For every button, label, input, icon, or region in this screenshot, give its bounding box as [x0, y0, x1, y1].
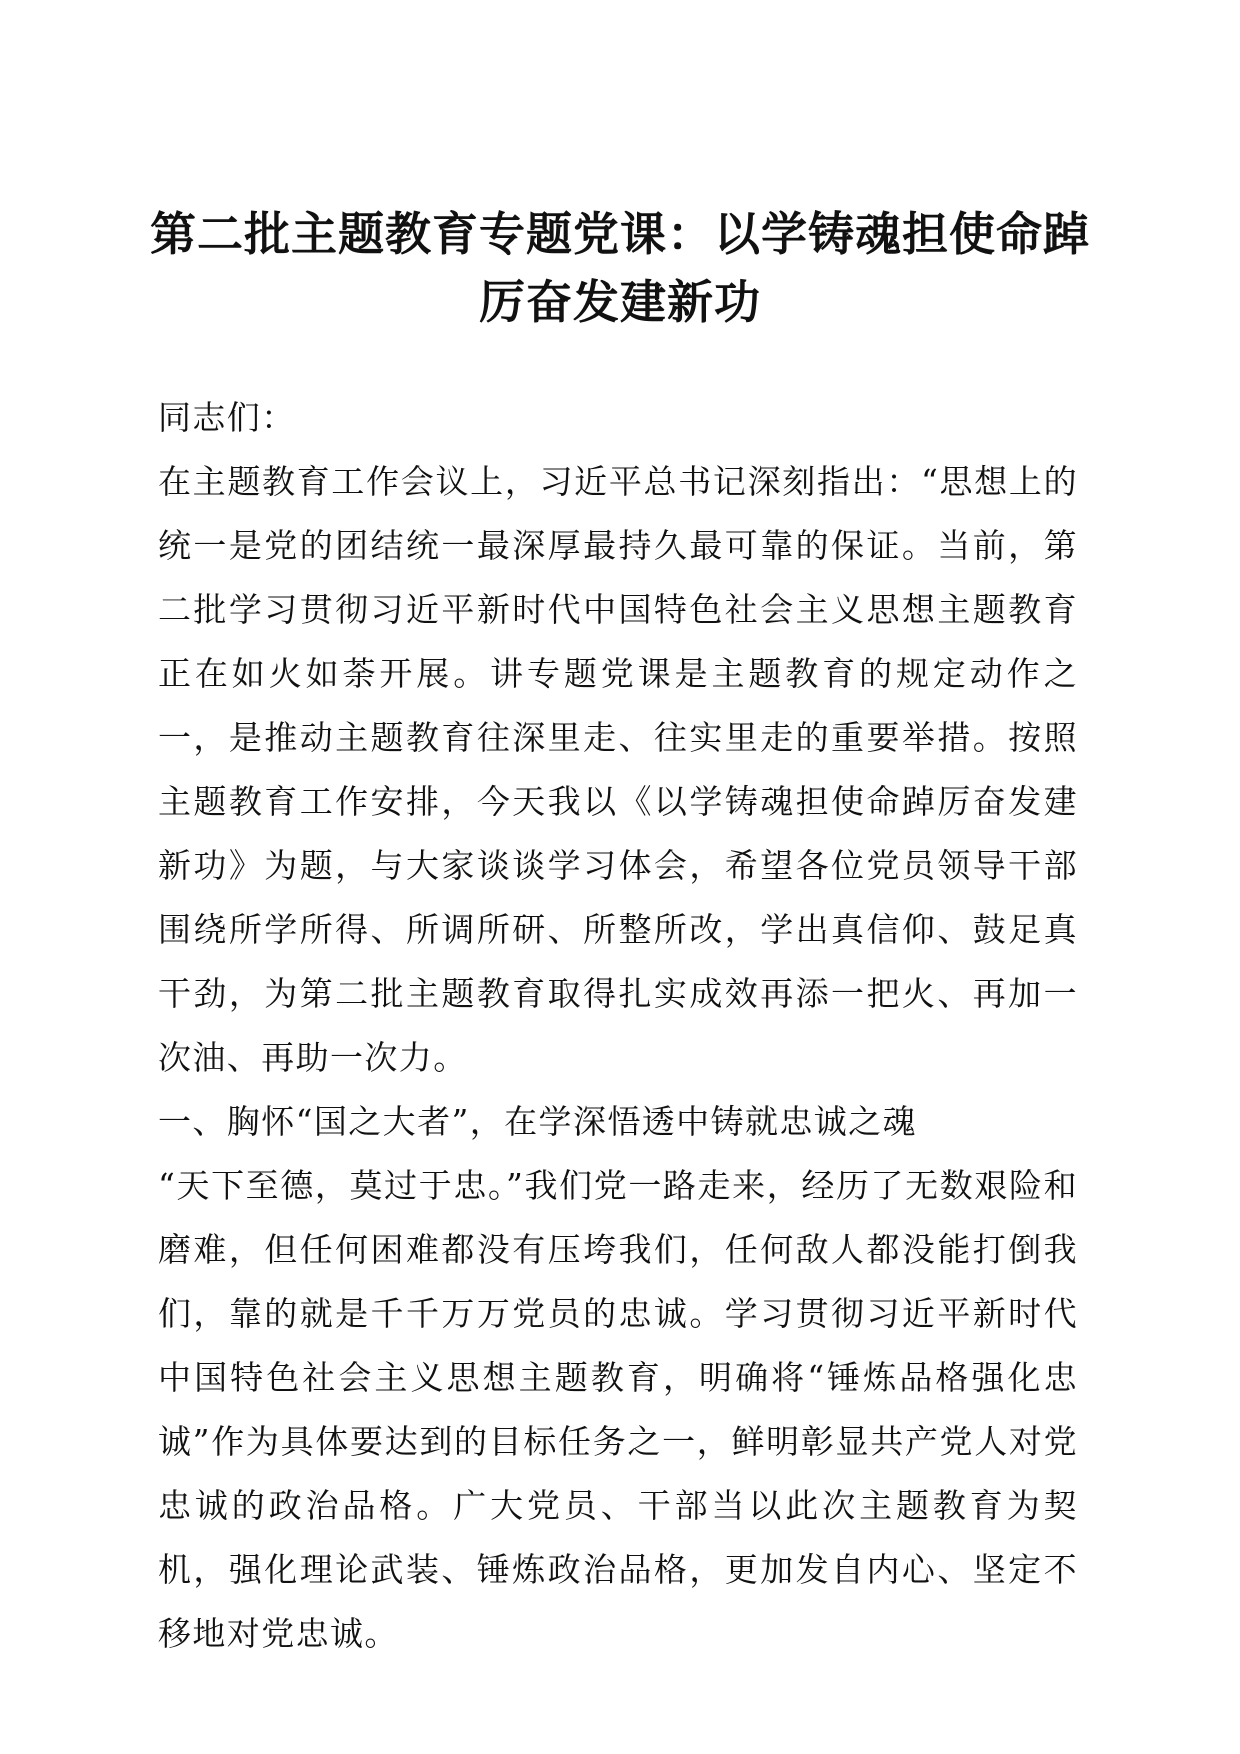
paragraph-loyalty: “天下至德，莫过于忠。”我们党一路走来，经历了无数艰险和磨难，但任何困难都没有压垮我们，任何敌人都没能打倒我们，靠的就是千千万万党员的忠诚。学习贯彻习近平新时代中国特色社会主义思想主题教育，明确将“锤炼品格强化忠诚”作为具体要达到的目标任务之一，鲜明彰显共产党人对党忠诚的政治品格。广大党员、干部当以此次主题教育为契机，强化理论武装、锤炼政治品格，更加发自内心、坚定不移地对党忠诚。: [158, 1166, 1078, 1653]
paragraph-intro: 在主题教育工作会议上，习近平总书记深刻指出：“思想上的统一是党的团结统一最深厚最持久最可靠的保证。当前，第二批学习贯彻习近平新时代中国特色社会主义思想主题教育正在如火如荼开展。讲专题党课是主题教育的规定动作之一，是推动主题教育往深里走、往实里走的重要举措。按照主题教育工作安排，今天我以《以学铸魂担使命踔厉奋发建新功》为题，与大家谈谈学习体会，希望各位党员领导干部围绕所学所得、所调所研、所整所改，学出真信仰、鼓足真干劲，为第二批主题教育取得扎实成效再添一把火、再加一次油、再助一次力。: [158, 462, 1078, 1077]
section-heading-1: 一、胸怀“国之大者”，在学深悟透中铸就忠诚之魂: [158, 1102, 917, 1141]
document-title: 第二批主题教育专题党课：以学铸魂担使命踔厉奋发建新功: [150, 207, 1090, 329]
document-body: [158, 386, 1078, 1666]
salutation: 同志们：: [158, 398, 296, 437]
